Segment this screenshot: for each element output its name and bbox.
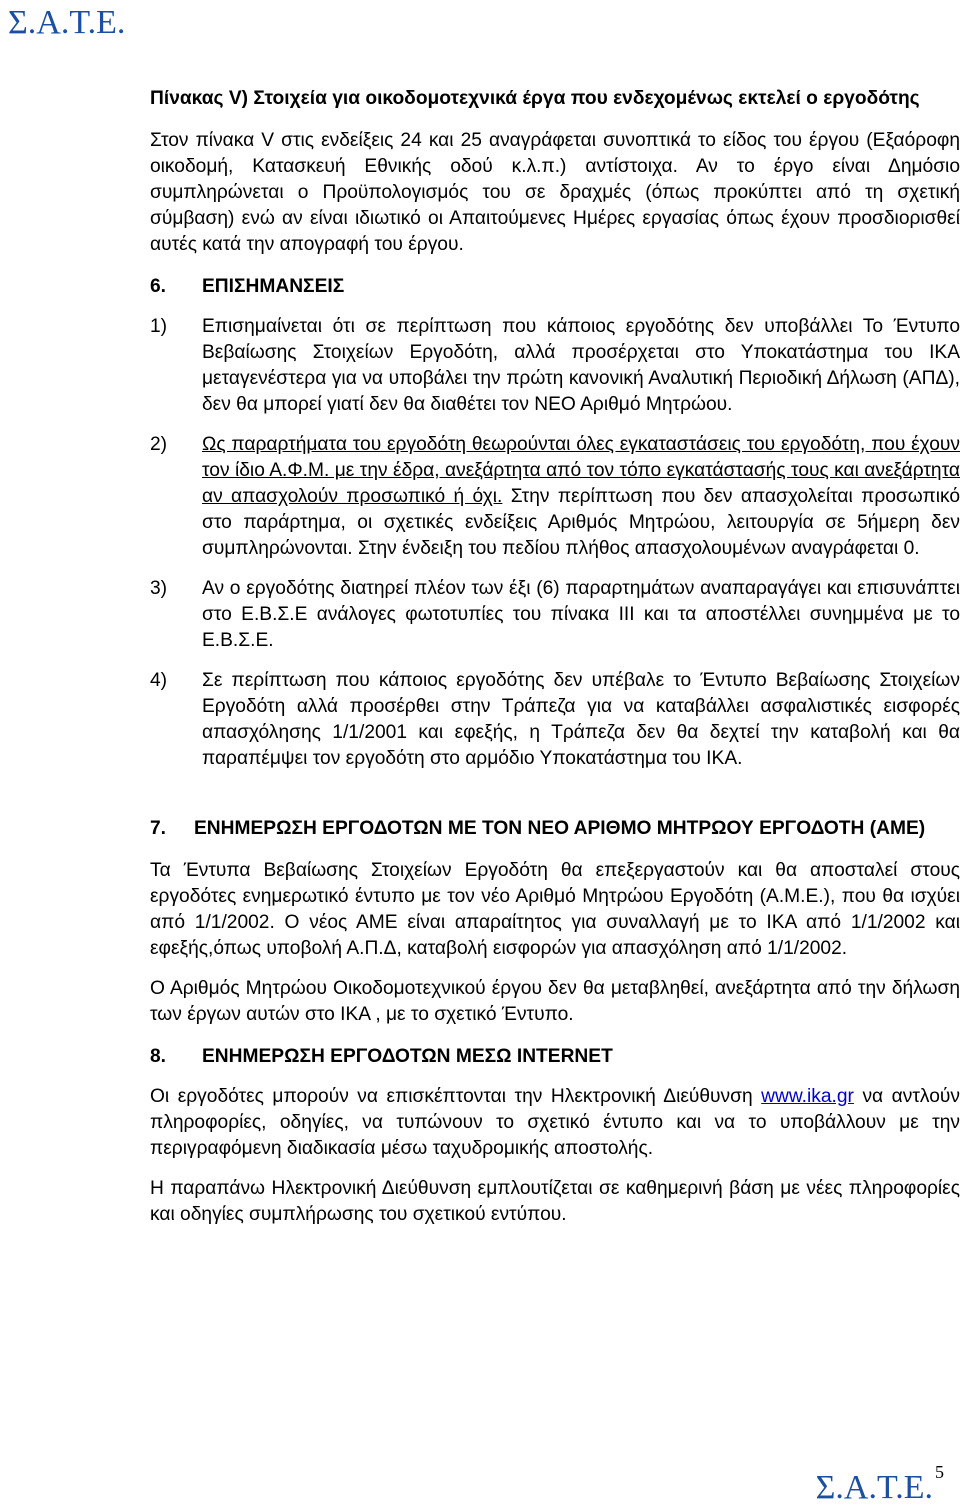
notice-item-2 [150, 432, 960, 562]
section-8-number: 8. [150, 1046, 167, 1067]
section-7-number: 7. [150, 818, 167, 839]
notice-item-underlined-text: Ως παραρτήματα του εργοδότη θεωρούνται όλες εγκαταστάσεις του εργοδότη, που έχουν τον ίδιο Α.Φ.Μ. με την έδρα, ανεξάρτητα από τον τόπο εγκατάστασής τους και ανεξάρτητα αν απασχολούν προσωπικό ή όχι. [202, 434, 960, 507]
section-8-text-before-link: Οι εργοδότες μπορούν να επισκέπτονται την Ηλεκτρονική Διεύθυνση [150, 1086, 762, 1107]
section-7-title [150, 816, 960, 842]
section-8-paragraph-1 [150, 1084, 960, 1162]
notice-item-text: Αν ο εργοδότης διατηρεί πλέον των έξι (6) παραρτημάτων αναπαραγάγει και επισυνάπτει στο Ε.Β.Σ.Ε ανάλογες φωτοτυπίες του πίνακα ΙΙΙ και τα αποστέλλει συνημμένα με το Ε.Β.Σ.Ε. [202, 578, 960, 651]
section-8-text-after-link: να αντλούν πληροφορίες, οδηγίες, να τυπώνουν το σχετικό έντυπο και να το υποβάλλουν με την περιγραφόμενη διαδικασία μέσω ταχυδρομικής αποστολής. [150, 1086, 960, 1159]
table-v-heading: Πίνακας V) Στοιχεία για οικοδομοτεχνικά έργα που ενδεχομένως εκτελεί ο εργοδότης [150, 88, 920, 109]
notice-item-text: Επισημαίνεται ότι σε περίπτωση που κάποιος εργοδότης δεν υποβάλλει Το Έντυπο Βεβαίωσης Στοιχείων Εργοδότη, αλλά προσέρχεται στο Υποκατάστημα του ΙΚΑ μεταγενέστερα για να υποβάλει την πρώτη κανονική Αναλυτική Περιοδική Δήλωση (ΑΠΔ), δεν θα μπορεί γιατί δεν θα διαθέτει τον ΝΕΟ Αριθμό Μητρώου. [202, 316, 960, 415]
notice-item-3 [150, 576, 960, 654]
notice-item-1 [150, 314, 960, 418]
notice-item-number: 1) [150, 316, 168, 337]
section-7-heading: ΕΝΗΜΕΡΩΣΗ ΕΡΓΟΔΟΤΩΝ ΜΕ ΤΟΝ ΝΕΟ ΑΡΙΘΜΟ ΜΗΤΡΩΟΥ ΕΡΓΟΔΟΤΗ (ΑΜΕ) [194, 818, 926, 839]
section-8-heading: ΕΝΗΜΕΡΩΣΗ ΕΡΓΟΔΟΤΩΝ ΜΕΣΩ INTERNET [202, 1046, 613, 1067]
page-footer [816, 1462, 944, 1507]
notice-item-number: 3) [150, 578, 168, 599]
section-8-paragraph-2: Η παραπάνω Ηλεκτρονική Διεύθυνση εμπλουτίζεται σε καθημερινή βάση με νέες πληροφορίες και οδηγίες συμπλήρωσης του σχετικού εντύπου. [150, 1178, 960, 1225]
page-number: 5 [935, 1462, 944, 1482]
section-7-paragraph-2: Ο Αριθμός Μητρώου Οικοδομοτεχνικού έργου δεν θα μεταβληθεί, ανεξάρτητα από την δήλωση των έργων αυτών στο ΙΚΑ , με το σχετικό Έντυπο. [150, 978, 960, 1025]
notice-item-number: 4) [150, 670, 168, 691]
footer-title: Σ.Α.Τ.Ε. [815, 1469, 933, 1506]
section-6-title [150, 274, 960, 300]
document-body [150, 80, 960, 1228]
notice-item-text: Στην περίπτωση που δεν απασχολείται προσωπικό στο παράρτημα, οι σχετικές ενδείξεις Αριθμός Μητρώου, λειτουργία σε 5ήμερη δεν συμπληρώνονται. Στην ένδειξη του πεδίου πλήθος απασχολουμένων αναγράφεται 0. [202, 486, 960, 559]
header-title: Σ.Α.Τ.Ε. [8, 4, 126, 41]
section-6-heading: ΕΠΙΣΗΜΑΝΣΕΙΣ [202, 276, 345, 297]
ika-website-link[interactable]: www.ika.gr [761, 1086, 854, 1107]
notice-item-number: 2) [150, 434, 168, 455]
notice-item-body [202, 432, 960, 562]
notice-item-text: Σε περίπτωση που κάποιος εργοδότης δεν υπέβαλε το Έντυπο Βεβαίωσης Στοιχείων Εργοδότη αλλά προσέρθει στην Τράπεζα για να καταβάλλει ασφαλιστικές εισφορές απασχόλησης 1/1/2001 και εφεξής, η Τράπεζα δεν θα δεχτεί την καταβολή και θα παραπέμψει τον εργοδότη στο αρμόδιο Υποκατάστημα του ΙΚΑ. [202, 670, 960, 769]
section-7-paragraph-1: Τα Έντυπα Βεβαίωσης Στοιχείων Εργοδότη θα επεξεργαστούν και θα αποσταλεί στους εργοδότες ενημερωτικό έντυπο με τον νέο Αριθμό Μητρώου Εργοδότη (Α.Μ.Ε.), που θα ισχύει από 1/1/2002. Ο νέος ΑΜΕ είναι απαραίτητος για συναλλαγή με το ΙΚΑ από 1/1/2002 και εφεξής,όπως υποβολή Α.Π.Δ, καταβολή εισφορών για απασχόληση από 1/1/2002. [150, 860, 960, 959]
section-6-number: 6. [150, 276, 167, 297]
notice-item-4 [150, 668, 960, 772]
table-v-text: Στον πίνακα V στις ενδείξεις 24 και 25 αναγράφεται συνοπτικά το είδος του έργου (Εξαόροφη οικοδομή, Κατασκευή Εθνικής οδού κ.λ.π.) αντίστοιχα. Αν το έργο είναι Δημόσιο συμπληρώνεται ο Προϋπολογισμός του σε δραχμές (όπως προκύπτει από τη σχετική σύμβαση) ενώ αν είναι ιδιωτικό οι Απαιτούμενες Ημέρες εργασίας όπως έχουν προσδιορισθεί αυτές κατά την απογραφή του έργου. [150, 130, 960, 255]
section-8-title [150, 1044, 960, 1070]
